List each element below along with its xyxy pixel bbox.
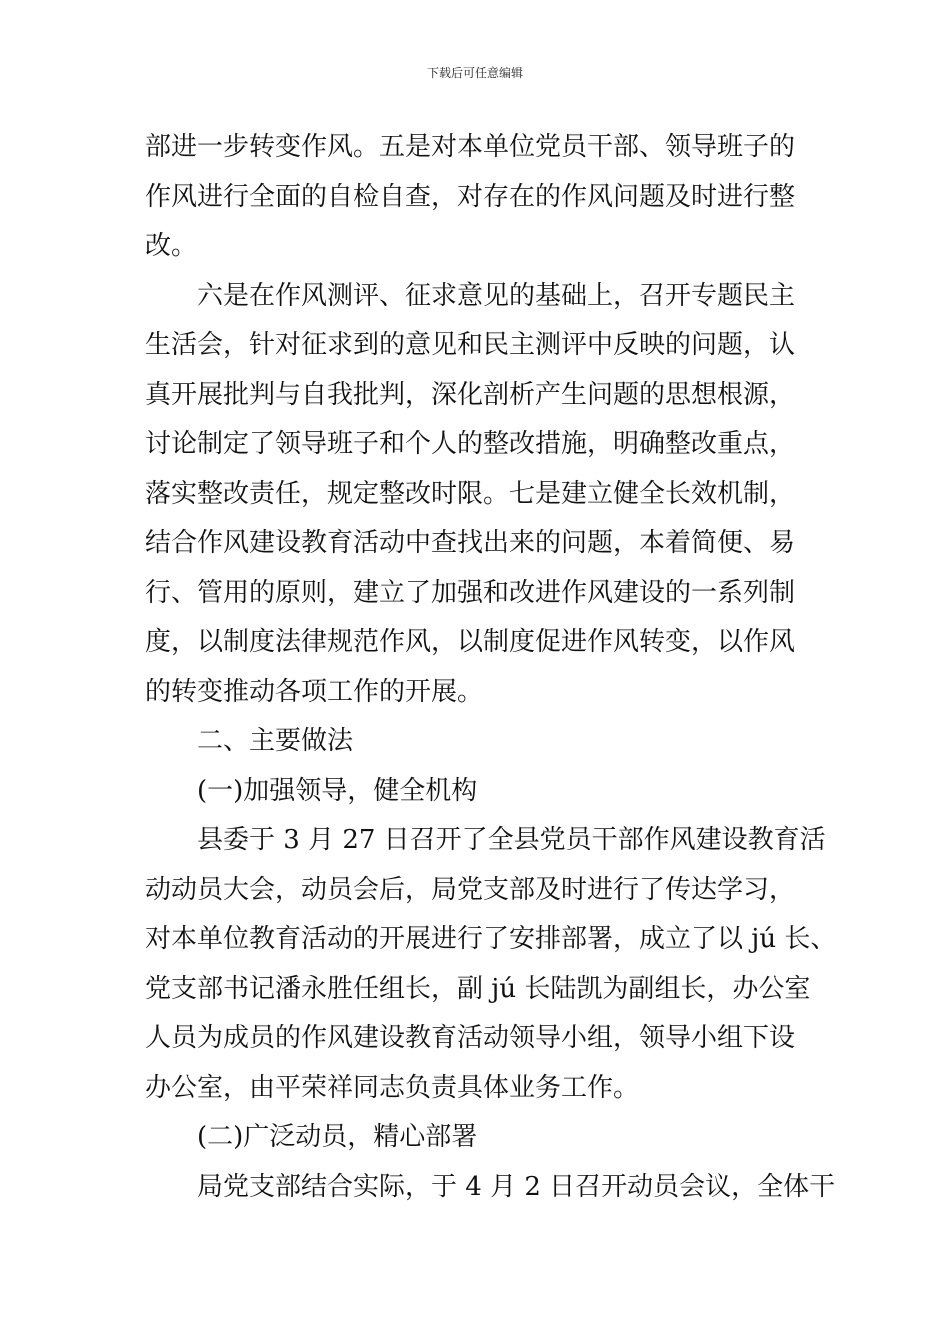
page-header: 下载后可任意编辑: [426, 66, 523, 80]
paragraph-start-line: 六是在作风测评、征求意见的基础上，召开专题民主: [197, 280, 796, 311]
text-line: 作风进行全面的自检自查，对存在的作风问题及时进行整: [145, 181, 796, 212]
text-line: 真开展批判与自我批判，深化剖析产生问题的思想根源，: [145, 379, 796, 410]
text-line: 部进一步转变作风。五是对本单位党员干部、领导班子的: [145, 132, 796, 162]
section-heading: 二、主要做法: [197, 726, 354, 756]
text-line: 行、管用的原则，建立了加强和改进作风建设的一系列制: [145, 577, 796, 608]
text-line: 动动员大会，动员会后，局党支部及时进行了传达学习，: [145, 874, 796, 905]
text-line: 办公室，由平荣祥同志负责具体业务工作。: [145, 1072, 640, 1103]
text-line: 人员为成员的作风建设教育活动领导小组，领导小组下设: [145, 1023, 796, 1053]
text-line: 生活会，针对征求到的意见和民主测评中反映的问题，认: [145, 330, 796, 360]
subsection-heading: (二)广泛动员，精心部署: [197, 1122, 478, 1152]
text-line: 改。: [145, 231, 198, 261]
text-line: 结合作风建设教育活动中查找出来的问题，本着简便、易: [145, 528, 796, 558]
document-body: [145, 123, 837, 1212]
subsection-heading: (一)加强领导，健全机构: [197, 775, 478, 806]
paragraph-start-line: 县委于 3 月 27 日召开了全县党员干部作风建设教育活: [197, 825, 826, 855]
text-line: 落实整改责任，规定整改时限。七是建立健全长效机制，: [145, 478, 796, 509]
text-line: 党支部书记潘永胜任组长，副 jú 长陆凯为副组长，办公室: [145, 973, 811, 1004]
text-line: 讨论制定了领导班子和个人的整改措施，明确整改重点，: [145, 429, 796, 459]
text-line: 的转变推动各项工作的开展。: [145, 676, 484, 707]
text-line: 对本单位教育活动的开展进行了安排部署，成立了以 jú 长、: [145, 924, 837, 954]
text-line: 度，以制度法律规范作风，以制度促进作风转变，以作风: [145, 627, 796, 657]
paragraph-start-line: 局党支部结合实际，于 4 月 2 日召开动员会议，全体干: [197, 1171, 836, 1202]
